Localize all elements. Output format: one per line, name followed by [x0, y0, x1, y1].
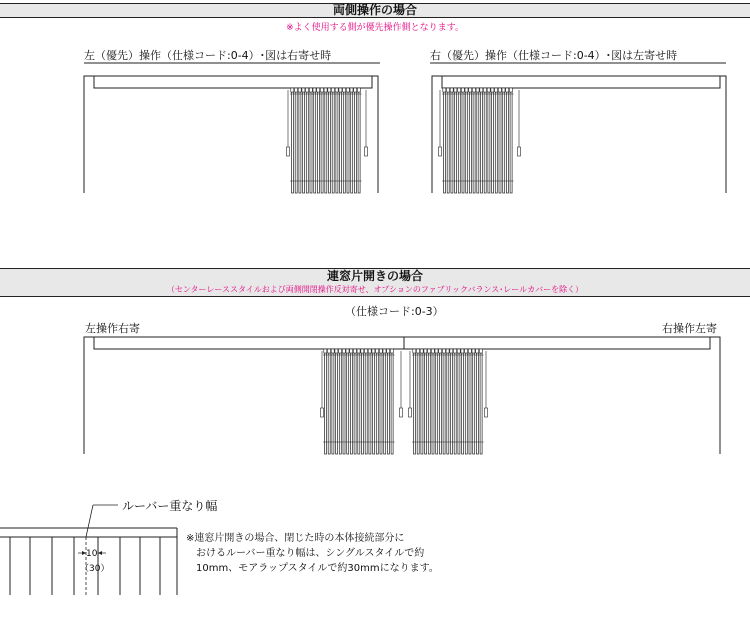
left-louvers-runner	[339, 88, 342, 92]
connected-left-louvers-runner	[372, 349, 375, 353]
right-head-rail	[442, 76, 720, 88]
connected-left-louvers-runner	[361, 349, 364, 353]
right-louvers-runner	[447, 88, 450, 92]
left-louvers-slat	[295, 92, 297, 193]
right-louvers-runner	[454, 88, 457, 92]
callout-leader	[86, 505, 93, 537]
connected-right-louvers-slat	[421, 353, 423, 454]
left-louvers-slat	[332, 92, 334, 193]
connected-right-louvers-slat	[480, 353, 482, 454]
right-caption: 右（優先）操作（仕様コード:0-4）･図は左寄せ時	[430, 49, 678, 62]
right-louvers-runner	[469, 88, 472, 92]
right-louvers-runner	[509, 88, 512, 92]
left-louvers-tassel	[287, 147, 290, 156]
connected-left-louvers-runner	[383, 349, 386, 353]
right-louvers-slat	[473, 92, 475, 193]
right-louvers-runner	[491, 88, 494, 92]
connected-right-louvers-runner	[454, 349, 457, 353]
connected-right-louvers-slat	[458, 353, 460, 454]
right-louvers-runner	[476, 88, 479, 92]
connected-left-louvers-runner	[339, 349, 342, 353]
right-louvers-slat	[481, 92, 483, 193]
connected-left-louvers-slat	[376, 353, 378, 454]
right-louvers-runner	[495, 88, 498, 92]
connected-right-louvers-slat	[462, 353, 464, 454]
right-louvers-runner	[443, 88, 446, 92]
left-louvers-slat	[329, 92, 331, 193]
right-louvers-slat	[506, 92, 508, 193]
right-louvers-tassel	[439, 147, 442, 156]
detail-note-line-1: ※連窓片開きの場合、閉じた時の本体接続部分に	[186, 533, 405, 544]
section2-title: 連窓片開きの場合	[326, 269, 423, 283]
right-louvers-runner	[498, 88, 501, 92]
connected-window-frame	[84, 337, 720, 454]
left-louvers-runner	[313, 88, 316, 92]
connected-left-louvers-slat	[369, 353, 371, 454]
louver-overlap-callout: ルーバー重なり幅	[122, 499, 218, 513]
connected-left-louvers-slat	[358, 353, 360, 454]
left-louvers-runner	[324, 88, 327, 92]
connected-right-louvers-runner	[424, 349, 427, 353]
left-louvers-runner	[320, 88, 323, 92]
connected-left-louvers-runner	[353, 349, 356, 353]
connected-right-louvers-runner	[420, 349, 423, 353]
connected-right-rail	[404, 337, 710, 349]
connected-left-louvers-runner	[387, 349, 390, 353]
connected-right-louvers-tassel	[409, 408, 412, 417]
connected-right-louvers-runner	[442, 349, 445, 353]
connected-left-louvers-slat	[347, 353, 349, 454]
right-louvers-slat	[451, 92, 453, 193]
right-louvers-slat	[488, 92, 490, 193]
connected-right-louvers-runner	[450, 349, 453, 353]
detail-note-line-2: おけるルーバー重なり幅は、シングルスタイルで約	[196, 548, 425, 559]
connected-left-louvers-slat	[354, 353, 356, 454]
left-louvers-runner	[306, 88, 309, 92]
right-louvers-slat	[455, 92, 457, 193]
left-louvers-runner	[295, 88, 298, 92]
left-louvers-slat	[325, 92, 327, 193]
connected-right-louvers-runner	[468, 349, 471, 353]
right-louvers-tassel	[518, 147, 521, 156]
left-louvers-slat	[347, 92, 349, 193]
connected-right-louvers-runner	[431, 349, 434, 353]
connected-right-louvers-runner	[465, 349, 468, 353]
connected-right-louvers-slat	[465, 353, 467, 454]
right-window-frame	[432, 76, 726, 193]
connected-left-louvers-slat	[373, 353, 375, 454]
left-louvers-slat	[321, 92, 323, 193]
right-louvers-slat	[466, 92, 468, 193]
left-louvers-runner	[350, 88, 353, 92]
left-louvers-runner	[302, 88, 305, 92]
left-louvers-runner	[309, 88, 312, 92]
connected-right-louvers-runner	[479, 349, 482, 353]
section1-note: ※よく使用する側が優先操作側となります。	[286, 23, 464, 33]
detail-note-line-3: 10mm、モアラップスタイルで約30mmになります。	[196, 563, 439, 574]
left-louvers-runner	[357, 88, 360, 92]
left-louvers-slat	[310, 92, 312, 193]
left-louvers-runner	[335, 88, 338, 92]
left-louvers-runner	[354, 88, 357, 92]
connected-right-louvers-tassel	[485, 408, 488, 417]
connected-left-louvers-runner	[357, 349, 360, 353]
left-operation-label: 左操作右寄	[85, 322, 140, 335]
connected-right-louvers-runner	[428, 349, 431, 353]
left-louvers-runner	[328, 88, 331, 92]
left-louvers-runner	[346, 88, 349, 92]
left-louvers-slat	[306, 92, 308, 193]
connected-left-louvers-slat	[343, 353, 345, 454]
connected-left-louvers-runner	[324, 349, 327, 353]
left-louvers-runner	[343, 88, 346, 92]
right-louvers-slat	[447, 92, 449, 193]
connected-right-louvers-slat	[439, 353, 441, 454]
right-louvers-slat	[444, 92, 446, 193]
left-louvers-slat	[299, 92, 301, 193]
left-louvers-slat	[292, 92, 294, 193]
connected-left-louvers-slat	[391, 353, 393, 454]
left-louvers-slat	[303, 92, 305, 193]
connected-left-louvers-tassel	[400, 408, 403, 417]
left-louvers-runner	[317, 88, 320, 92]
left-head-rail	[94, 76, 372, 88]
connected-right-louvers-slat	[436, 353, 438, 454]
connected-right-louvers-runner	[435, 349, 438, 353]
right-louvers-runner	[487, 88, 490, 92]
connected-left-louvers-slat	[384, 353, 386, 454]
connected-left-louvers-runner	[365, 349, 368, 353]
right-louvers-slat	[492, 92, 494, 193]
connected-left-louvers-runner	[390, 349, 393, 353]
right-louvers-slat	[458, 92, 460, 193]
right-louvers-slat	[469, 92, 471, 193]
connected-left-louvers-runner	[379, 349, 382, 353]
connected-left-louvers-slat	[365, 353, 367, 454]
connected-right-louvers-slat	[454, 353, 456, 454]
connected-left-louvers-slat	[380, 353, 382, 454]
connected-right-louvers-runner	[439, 349, 442, 353]
section2-note: （センターレーススタイルおよび両側開閉操作反対寄せ、オプションのファブリックバランス･レールカバーを除く）	[166, 285, 584, 294]
right-louvers-runner	[461, 88, 464, 92]
connected-left-louvers-runner	[331, 349, 334, 353]
connected-right-louvers-runner	[476, 349, 479, 353]
left-louvers-slat	[317, 92, 319, 193]
connected-right-louvers-slat	[443, 353, 445, 454]
right-louvers-runner	[450, 88, 453, 92]
right-louvers-runner	[502, 88, 505, 92]
right-louvers-runner	[506, 88, 509, 92]
connected-right-louvers-runner	[417, 349, 420, 353]
overlap-dim-single: 10	[86, 549, 98, 559]
connected-left-louvers-slat	[336, 353, 338, 454]
right-louvers-slat	[503, 92, 505, 193]
connected-left-louvers-slat	[328, 353, 330, 454]
left-louvers-slat	[351, 92, 353, 193]
right-louvers-slat	[484, 92, 486, 193]
connected-right-louvers-slat	[417, 353, 419, 454]
left-louvers-slat	[354, 92, 356, 193]
connected-left-louvers-runner	[376, 349, 379, 353]
right-louvers-runner	[458, 88, 461, 92]
section2-code: （仕様コード:0-3）	[345, 305, 444, 318]
right-louvers-runner	[472, 88, 475, 92]
connected-right-louvers-runner	[446, 349, 449, 353]
connected-left-louvers-runner	[350, 349, 353, 353]
connected-right-louvers-slat	[469, 353, 471, 454]
connected-left-louvers-runner	[342, 349, 345, 353]
left-louvers-slat	[336, 92, 338, 193]
left-louvers-slat	[314, 92, 316, 193]
right-louvers-slat	[477, 92, 479, 193]
left-louvers-runner	[298, 88, 301, 92]
left-louvers-slat	[340, 92, 342, 193]
left-louvers-runner	[332, 88, 335, 92]
connected-right-louvers-slat	[476, 353, 478, 454]
overlap-dim-moire: （30）	[80, 564, 110, 574]
dim-arrowhead-right	[98, 551, 102, 555]
section1-title: 両側操作の場合	[332, 3, 417, 17]
right-louvers-slat	[462, 92, 464, 193]
left-louvers-slat	[358, 92, 360, 193]
connected-left-rail	[94, 337, 404, 349]
connected-right-louvers-slat	[447, 353, 449, 454]
connected-left-louvers-slat	[387, 353, 389, 454]
connected-left-louvers-slat	[325, 353, 327, 454]
right-louvers-slat	[510, 92, 512, 193]
left-caption: 左（優先）操作（仕様コード:0-4）･図は右寄せ時	[84, 49, 332, 62]
connected-right-louvers-slat	[425, 353, 427, 454]
right-louvers-runner	[465, 88, 468, 92]
connected-left-louvers-slat	[362, 353, 364, 454]
right-louvers-runner	[480, 88, 483, 92]
connected-left-louvers-slat	[339, 353, 341, 454]
connected-right-louvers-slat	[432, 353, 434, 454]
connected-right-louvers-runner	[461, 349, 464, 353]
connected-left-louvers-tassel	[321, 408, 324, 417]
connected-left-louvers-runner	[346, 349, 349, 353]
left-louvers-runner	[291, 88, 294, 92]
right-louvers-slat	[499, 92, 501, 193]
connected-left-louvers-runner	[335, 349, 338, 353]
left-louvers-slat	[343, 92, 345, 193]
connected-right-louvers-slat	[414, 353, 416, 454]
left-louvers-tassel	[365, 147, 368, 156]
connected-right-louvers-runner	[472, 349, 475, 353]
connected-right-louvers-slat	[451, 353, 453, 454]
connected-left-louvers-runner	[368, 349, 371, 353]
right-louvers-slat	[495, 92, 497, 193]
dim-arrowhead-left	[82, 551, 86, 555]
connected-left-louvers-runner	[328, 349, 331, 353]
right-operation-label: 右操作左寄	[662, 322, 717, 335]
connected-right-louvers-runner	[457, 349, 460, 353]
right-louvers-runner	[484, 88, 487, 92]
connected-right-louvers-slat	[473, 353, 475, 454]
connected-right-louvers-slat	[428, 353, 430, 454]
connected-left-louvers-slat	[350, 353, 352, 454]
connected-left-louvers-slat	[332, 353, 334, 454]
connected-right-louvers-runner	[413, 349, 416, 353]
